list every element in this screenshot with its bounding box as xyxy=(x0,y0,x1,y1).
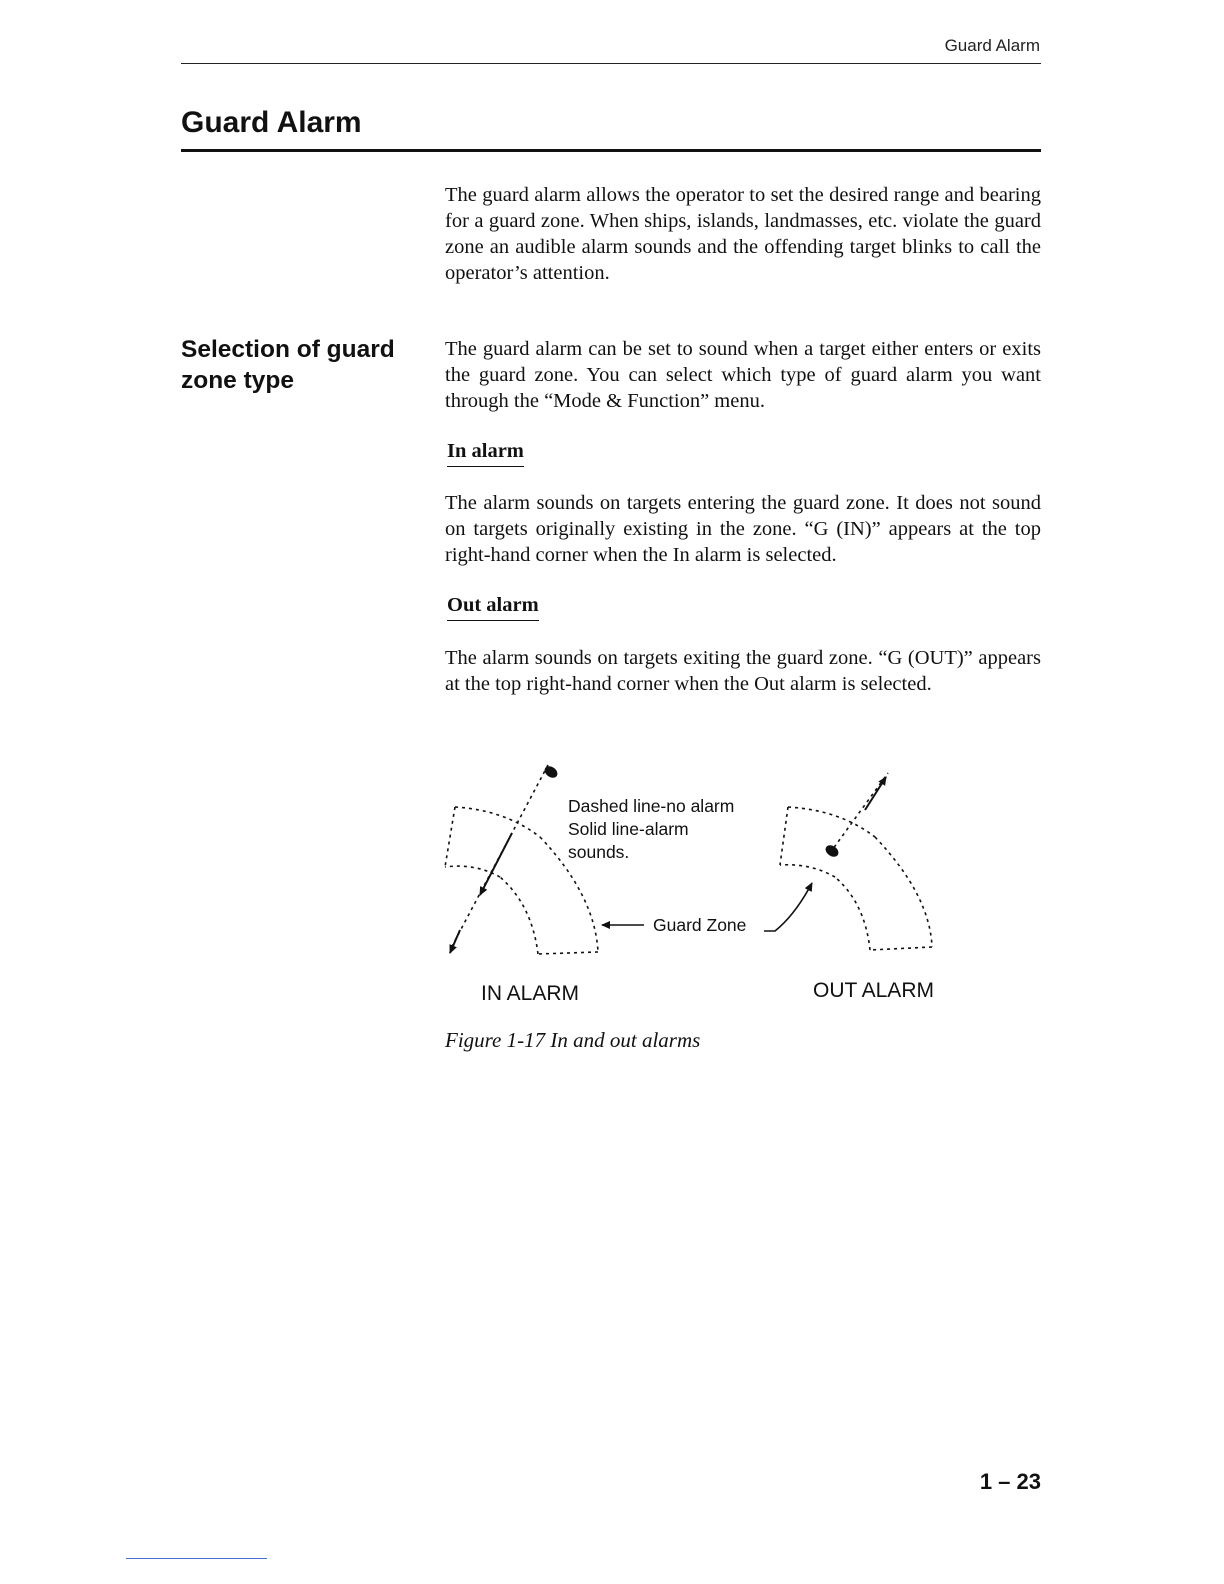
in-alarm-target-track xyxy=(450,764,560,953)
out-alarm-target-track xyxy=(823,773,888,859)
in-alarm-paragraph: The alarm sounds on targets entering the guard zone. It does not sound on targets originally existing in the zone. “G (IN)” appears at the top right-hand corner when the In alarm is selected. xyxy=(445,492,1041,566)
figure-caption: Figure 1-17 In and out alarms xyxy=(445,1028,701,1052)
legend-line-3: sounds. xyxy=(568,842,630,862)
page-title: Guard Alarm xyxy=(181,106,362,139)
title-rule xyxy=(181,149,1041,152)
header-rule xyxy=(181,63,1041,64)
page-number: 1 – 23 xyxy=(979,1469,1041,1494)
in-alarm-heading: In alarm xyxy=(447,440,524,467)
out-alarm-zone xyxy=(780,807,932,950)
alarm-diagram xyxy=(420,755,980,1015)
selection-paragraph: The guard alarm can be set to sound when a target either enters or exits the guard zone. You can select which type of guard alarm you want through the “Mode & Function” menu. xyxy=(445,338,1041,412)
intro-paragraph: The guard alarm allows the operator to set the desired range and bearing for a guard zone. When ships, islands, landmasses, etc. violate the guard zone an audible alarm sounds and the offending target blinks to call the operator’s attention. xyxy=(445,184,1041,284)
legend-line-2: Solid line-alarm xyxy=(568,819,689,839)
footer-line xyxy=(126,1558,267,1559)
selection-heading: Selection of guard zone type xyxy=(181,336,395,394)
guard-zone-label: Guard Zone xyxy=(653,915,747,935)
running-header: Guard Alarm xyxy=(944,36,1040,55)
legend-line-1: Dashed line-no alarm xyxy=(568,796,735,816)
in-alarm-target xyxy=(542,764,559,780)
out-alarm-heading: Out alarm xyxy=(447,594,539,621)
in-alarm-label: IN ALARM xyxy=(481,982,580,1005)
out-alarm-paragraph: The alarm sounds on targets exiting the guard zone. “G (OUT)” appears at the top right-hand corner when the Out alarm is selected. xyxy=(445,647,1041,695)
out-alarm-target xyxy=(823,843,840,859)
out-alarm-label: OUT ALARM xyxy=(813,979,934,1002)
guard-zone-pointer xyxy=(602,883,812,935)
